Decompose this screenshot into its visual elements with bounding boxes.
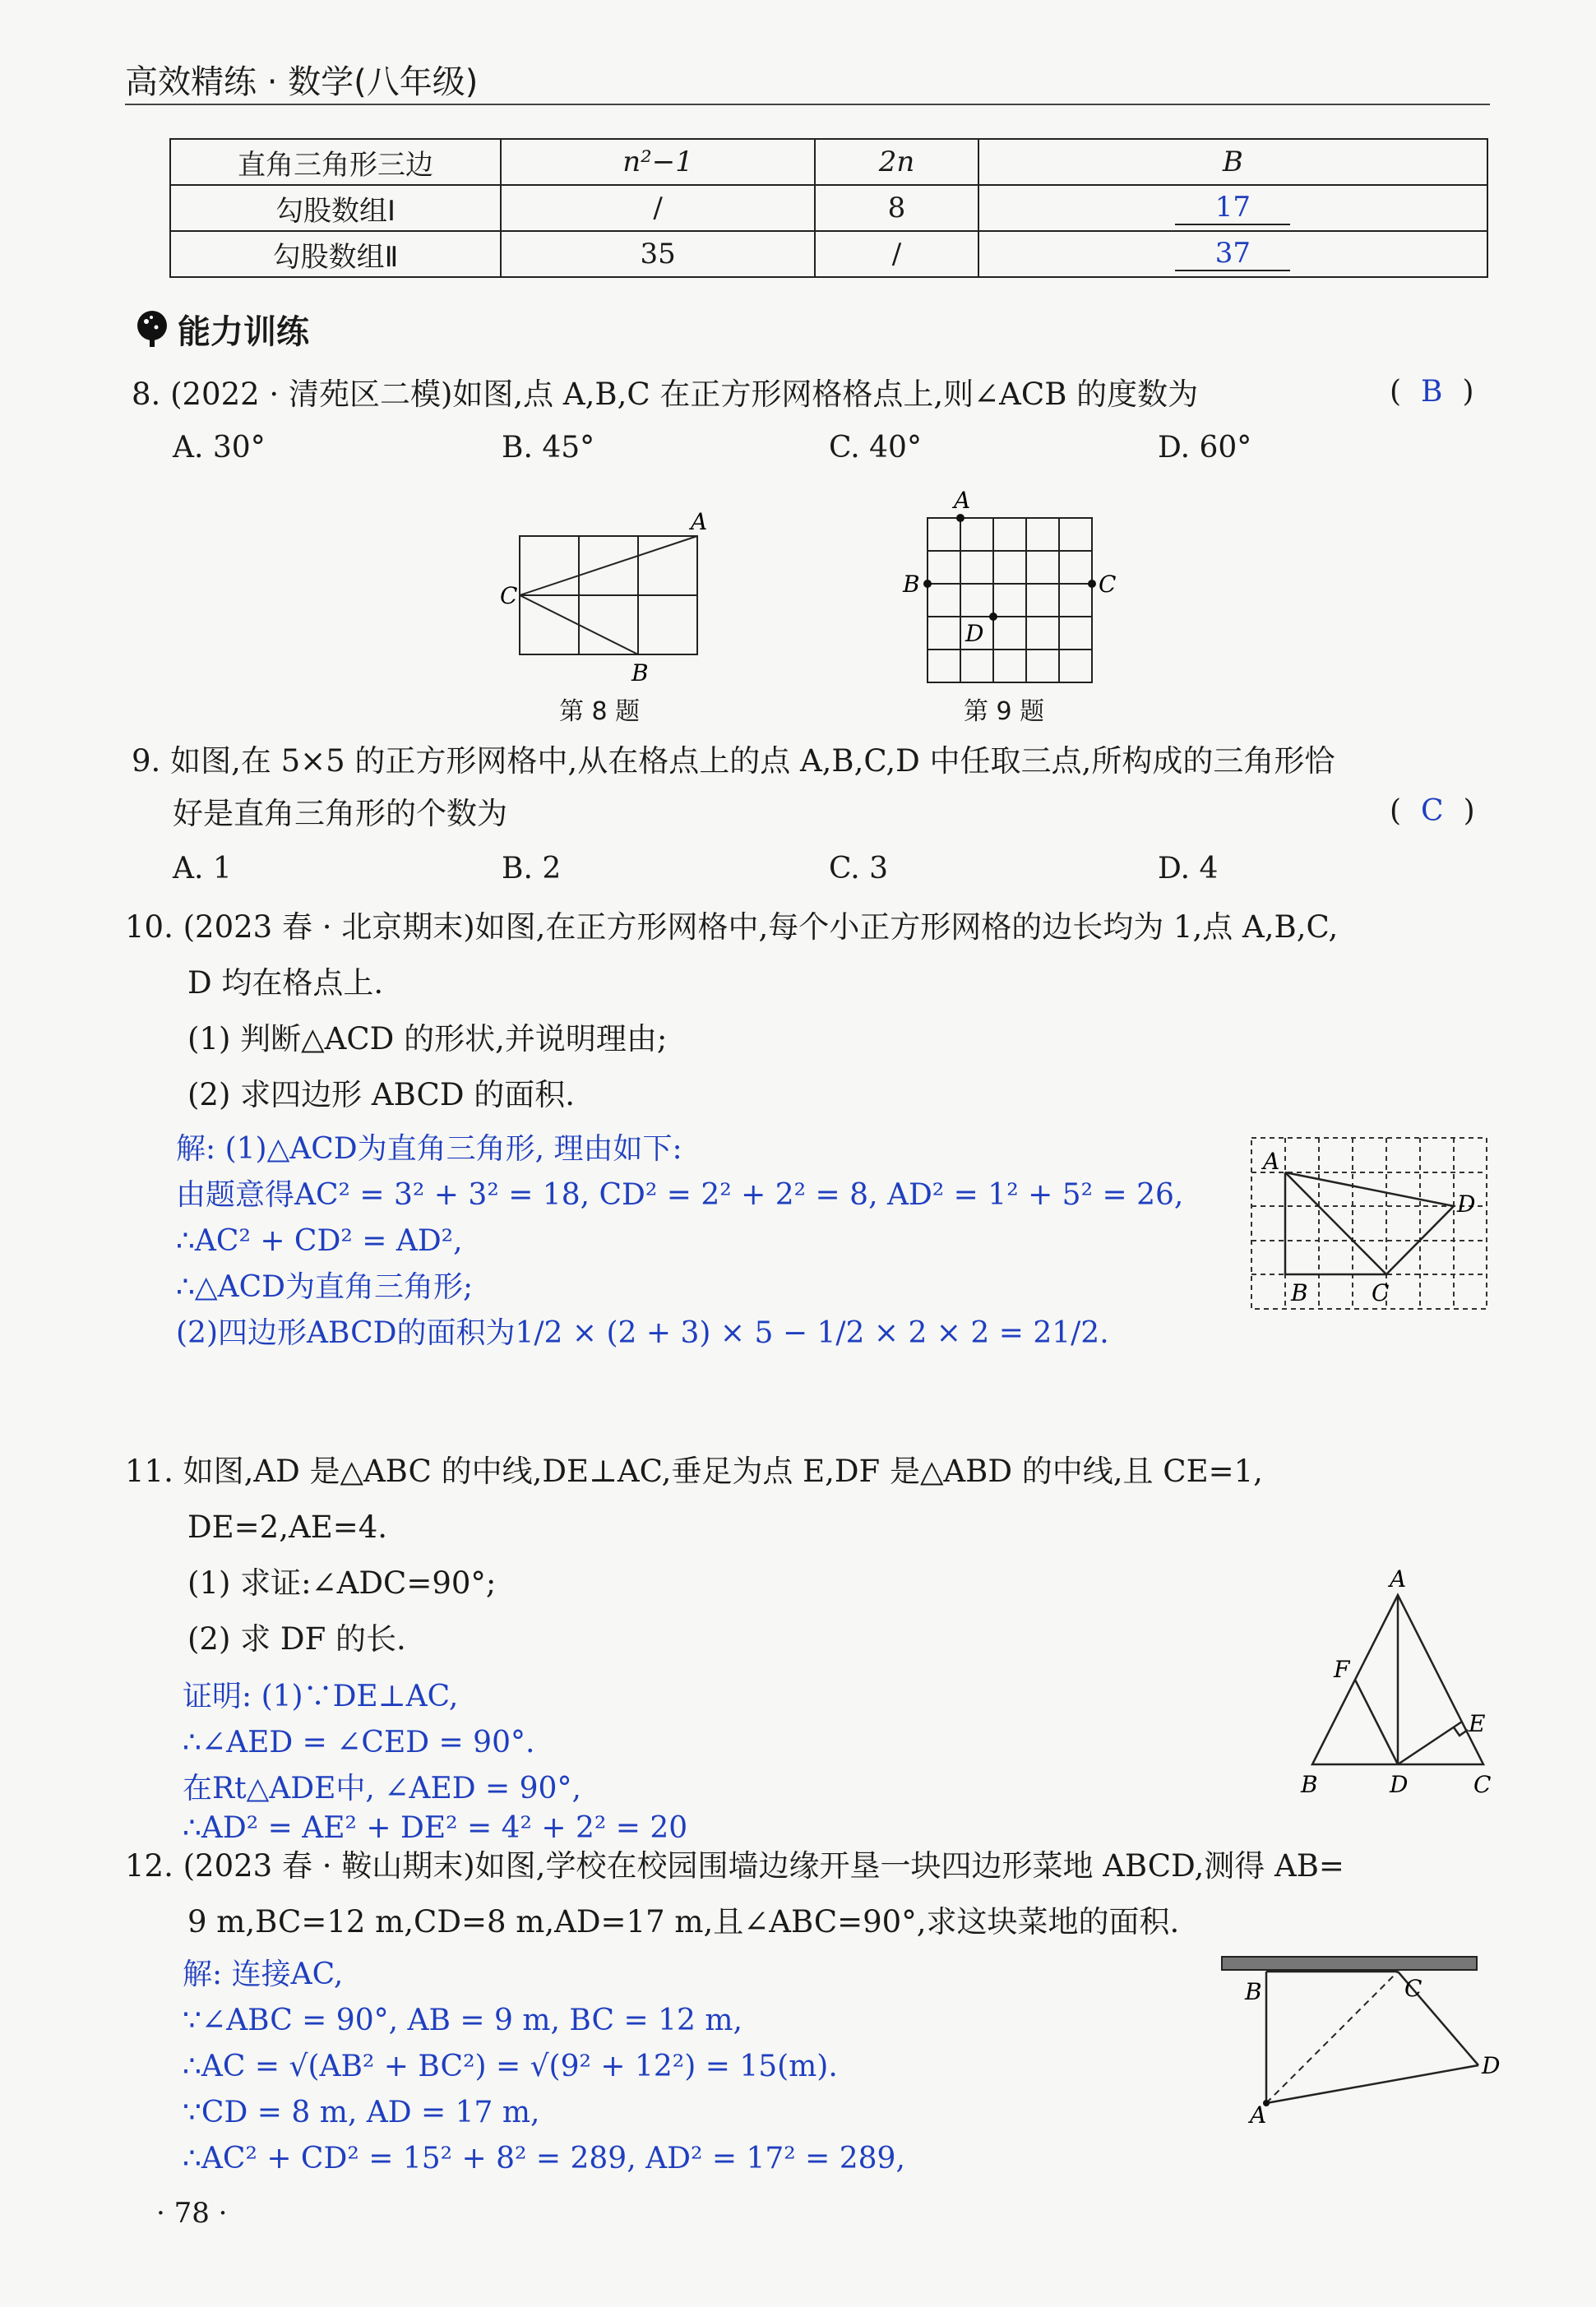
table-row [170,231,1487,277]
clipped-solution [183,1811,688,1845]
solution-line: ∵∠ABC = 90°, AB = 9 m, BC = 12 m, [183,2004,742,2037]
answer-paren-8: ( B ) [1390,375,1474,409]
label-b: B [1245,1978,1262,2005]
option: D. 4 [1158,852,1219,885]
figure-caption: 第 8 题 [559,697,641,726]
table-row [170,139,1487,185]
solution-line: (2)四边形ABCD的面积为1/2 × (2 + 3) × 5 − 1/2 × 2 × 2 = 21/2. [176,1316,1109,1350]
label-d: D [1390,1771,1409,1798]
figure-10 [1248,1133,1488,1314]
table-row [170,185,1487,231]
label-b: B [1301,1771,1318,1798]
table-cell: B [978,139,1487,185]
table-cell: n²−1 [501,139,815,185]
label-c: C [1372,1279,1390,1306]
option: B. 45° [502,431,595,465]
figure-11 [1291,1562,1505,1801]
option: D. 60° [1158,431,1252,465]
question-10-sub2: (2) 求四边形 ABCD 的面积. [187,1077,576,1112]
table-cell: 35 [501,231,815,277]
section-heading [132,306,309,353]
table-cell: 勾股数组Ⅰ [170,185,501,231]
label-d: D [1482,2052,1501,2079]
label-d: D [1457,1190,1476,1218]
label-c: C [1099,571,1117,598]
header-rule [125,104,1490,105]
question-11-sub2: (2) 求 DF 的长. [187,1621,406,1657]
figure-12 [1217,1950,1501,2131]
solution-line: ∴AC² + CD² = 15² + 8² = 289, AD² = 17² = 289, [183,2142,905,2175]
label-e: E [1469,1710,1486,1737]
table-cell: 勾股数组Ⅱ [170,231,501,277]
figure-8 [493,510,715,691]
solution-line: ∴∠AED = ∠CED = 90°. [183,1726,535,1759]
label-d: D [965,620,984,647]
answer-fill: 17 [1175,191,1290,225]
label-a: A [691,508,708,535]
question-10-line2: D 均在格点上. [187,965,384,1001]
question-9-line2: 好是直角三角形的个数为 [173,796,507,831]
question-9-line1: 9. 如图,在 5×5 的正方形网格中,从在格点上的点 A,B,C,D 中任取三点,所构成的三角形恰 [132,743,1335,779]
table-cell: 8 [815,185,978,231]
tree-icon [132,309,173,350]
option: C. 3 [829,852,889,885]
solution-line: ∴△ACD为直角三角形; [176,1270,474,1304]
question-10-line1: 10. (2023 春 · 北京期末)如图,在正方形网格中,每个小正方形网格的边长均为 1,点 A,B,C, [125,909,1339,945]
table-cell: / [815,231,978,277]
solution-line: ∴AC² + CD² = AD², [176,1224,463,1258]
section-title: 能力训练 [178,313,309,351]
question-10-sub1: (1) 判断△ACD 的形状,并说明理由; [187,1021,668,1056]
label-c: C [1473,1771,1492,1798]
table-cell: 直角三角形三边 [170,139,501,185]
running-header: 高效精练 · 数学(八年级) [125,63,479,101]
option: B. 2 [502,852,562,885]
figure-9 [896,488,1118,694]
wall [1222,1957,1477,1970]
label-b: B [903,571,920,598]
table-cell [978,231,1487,277]
solution-line: ∴AD² = AE² + DE² = 4² + 2² = 20 [183,1811,688,1845]
label-b: B [1291,1279,1308,1306]
option: A. 1 [173,852,232,885]
question-12-line1: 12. (2023 春 · 鞍山期末)如图,学校在校园围墙边缘开垦一块四边形菜地 ABCD,测得 AB= [125,1848,1344,1884]
pythagorean-table [169,138,1488,278]
option: C. 40° [829,431,922,465]
label-c: C [500,582,518,609]
label-b: B [631,659,649,687]
label-a: A [1250,2101,1267,2129]
solution-line: ∵CD = 8 m, AD = 17 m, [183,2096,540,2129]
label-c: C [1404,1975,1423,2002]
solution-line: ∴AC = √(AB² + BC²) = √(9² + 12²) = 15(m). [183,2050,838,2083]
table-cell: 2n [815,139,978,185]
label-f: F [1334,1656,1350,1683]
solution-line: 解: (1)△ACD为直角三角形, 理由如下: [176,1132,682,1166]
table-cell: / [501,185,815,231]
option: A. 30° [173,431,266,465]
solution-line: 解: 连接AC, [183,1958,344,1991]
table-cell [978,185,1487,231]
label-a: A [1390,1565,1407,1593]
question-11-line1: 11. 如图,AD 是△ABC 的中线,DE⊥AC,垂足为点 E,DF 是△ABD 的中线,且 CE=1, [125,1454,1263,1489]
answer-paren-9: ( C ) [1390,794,1475,828]
answer-fill: 37 [1175,237,1290,271]
label-a: A [1263,1148,1280,1175]
question-12-line2: 9 m,BC=12 m,CD=8 m,AD=17 m,且∠ABC=90°,求这块菜地的面积. [187,1904,1180,1939]
solution-line: 在Rt△ADE中, ∠AED = 90°, [183,1772,581,1805]
question-8: 8. (2022 · 清苑区二模)如图,点 A,B,C 在正方形网格格点上,则∠ACB 的度数为 [132,377,1199,412]
label-a: A [954,487,971,514]
page-number: · 78 · [156,2197,228,2230]
question-11-sub1: (1) 求证:∠ADC=90°; [187,1565,497,1601]
solution-line: 由题意得AC² = 3² + 3² = 18, CD² = 2² + 2² = 8, AD² = 1² + 5² = 26, [176,1178,1184,1212]
question-11-line2: DE=2,AE=4. [187,1509,388,1545]
figure-caption: 第 9 题 [964,697,1045,726]
solution-line: 证明: (1)∵DE⊥AC, [183,1680,459,1713]
